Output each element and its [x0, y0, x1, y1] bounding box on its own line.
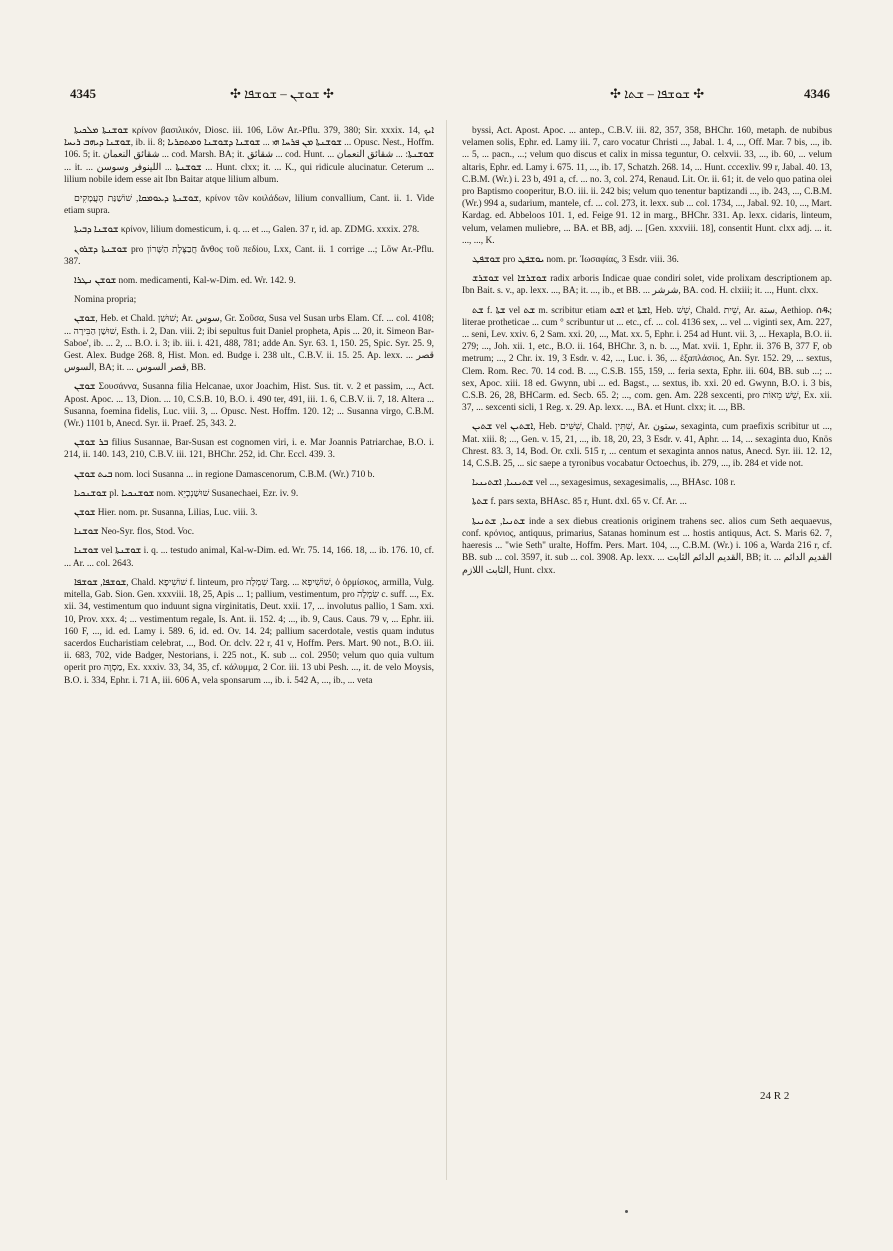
entry: ܫܬ f. ܫܬܐ vel ܫܬ m. scribitur etiam ܐܫܬ et ܐܫܬܐ, Heb. שֵׁשׁ, Chald. שֵׁית, Ar. ستة, Aethiop. ሰዱ; literae protheticae ... cum ° scribuntur ut ... etc., cf. ... col. 4136 sex, ... vel ... viginti sex, Am. 227, ... seni, Lev. xxiv. 6, 2 Sam. xxi. 20, ..., Mat. xx. 5, Ephr. i. 254 ad Hunt. vii. 3, ... Hexapla, B.O. ii. 279; ..., Joh. xii. 1, etc., B.O. ii. 164, BHChr. 3, n. b. ..., Mat. xvii. 1, Ephr. ii. 376 B, 377 F, ob metrum; ..., 2 Chr. ix. 19, 3 Esdr. v. 42, ..., Luc. i. 36, ... ἑξαπλάσιος, An. Syr. 152. 29, ... sextus, Clem. Rom. Rec. 70. 14 cod. B. ..., C.S.B. 155, 159, ... feria sexta, Ephr. iii. 604, BB. sub ...; ... sex, Apoc. xiii. 18 ed. Gwynn, ubi ... ed. Bagst., ... sextus, ib. xxi. 20 ed. Gwynn, B.O. i. 3 bis, C.S.B. 26, 28, BHCarm. ed. Secb. 65. 2; ..., com. gen. Am. 228 sexcenti, pro שֵׁשׁ מֵאוֹת, Ex. xii. 37, ... sexcenti sicli, 1 Reg. x. 29. Ap. lexx. ..., BA. et Hunt. clxx; it. ..., BB. — [462, 305, 832, 414]
entry: ܫܘܫܢܟܝܐ pl. ܫܘܫܢܟܝܐ nom. שׁוּשַׁנְכָיֵא Susanechaei, Ezr. iv. 9. — [74, 488, 299, 499]
entry: ܫܘܫܦܛ pro ܝܘܫܦܛ nom. pr. Ἰωσαφίας, 3 Esdr. viii. 36. — [472, 255, 679, 266]
entry: ܫܘܫܢܐ Neo-Syr. flos, Stod. Voc. — [74, 527, 195, 538]
right-column — [462, 125, 832, 1185]
running-title-right: ✣ ܫܘܫܦܐ – ܫܬܐ ✣ — [610, 86, 705, 101]
entry: ܫܘܫܢ ܢܛܪܐ nom. medicamenti, Kal-w-Dim. ed. Wr. 142. 9. — [74, 276, 296, 287]
page-number-left: 4345 — [70, 86, 96, 101]
entry: ܫܘܫܢ Hier. nom. pr. Susanna, Lilias, Luc. viii. 3. — [74, 508, 258, 519]
entry: Nomina propria; — [74, 295, 137, 306]
entry: ܫܘܫܢ, Heb. et Chald. שׁוּשַׁן; Ar. سوس, Gr. Σοῦσα, Susa vel Susan urbs Elam. Cf. ... col. 4108; ... שׁוּשַׁן הַבִּירָה, Esth. i. 2, Dan. viii. 2; ibi sepultus fuit Daniel propheta, Apis ... 20, it. Simeon Bar-Saboe', ib. ... 2, ... B.O. i. 3; ib. iii. i. 421, 488, 781; adde An. Syr. 63. 1, 150. 25, Spic. Syr. 25. 9, Gest. Alex. Budge 268. 8, Hist. Mon. ed. Budge i. 238 ult., C.B.V. ii. 15. 25. Ap. lexx. ... قصر السوس, BA; it. ... قصر السوس, BB. — [64, 314, 434, 374]
decorative-dot — [625, 1210, 628, 1213]
page-number-right: 4346 — [804, 86, 830, 101]
column-divider — [446, 120, 447, 1180]
entry: ܫܬܢܝܐ, ܫܬܢܝܬܐ inde a sex diebus creationis originem trahens sec. alios cum Seth aequaevus, conf. κρόνιος, antiquus, primarius, Satanas hominum est ... hostis antiquus, Act. S. Maris 62. 7, haeresis ... "wie Seth" uralte, Hoffm. Pers. Mart. 104, ..., C.B.M. (Wr.) i. 106 a, Warda 216 r, cf. BB. sub ... col. 3597, it. sub ... col. 3908. Ap. lexx. ... القديم الدائم الثابت, BB; it. ... القديم الدائم الثابت اللازم, Hunt. clxx. — [462, 516, 832, 576]
page-header — [70, 86, 830, 108]
entry: ܫܬܝܢ vel ܐܫܬܝܢ, Heb. שִׁשִּׁים, Chald. שִׁתִּין, Ar. ستون, sexaginta, cum praefixis scribitur ut ..., Mat. xiii. 8; ..., Gen. v. 15, 21, ..., ib. 18, 20, 23, 3 Esdr. v. 41, Aphr. ... 14, ... sexaginta duo, Knös Chrest. 83. 3, 14, Bod. Or. cxli. 515 r, ... centum et sexaginta annos natus, Anecd. Syr. iii. 12. 12, 14, C.S.B. 25, ... sic saepe a tyronibus vocabatur Octoechus, ib. 279, ..., ib. 284 et vide not. — [462, 422, 832, 470]
left-column — [64, 125, 434, 1185]
entry: ܫܘܫܢܬܐ ܡܠܟܝܬܐ κρίνον βασιλικόν, Diosc. iii. 106, Löw Ar.-Pflu. 379, 380; Sir. xxxix. 14, ܐܝܟ ܫܘܫܢܐ ܕܝܗܒ ܪܝܚܐ, ib. ii. 8; ܫܘܫܢܬܐ ܡܢ ܦܪܚܐ ܗܝ ... ܫܘܫܢܐ ܕܫܘܫܢܐ ܘܡܬܩܪܝܐ ... Opusc. Nest., Hoffm. 106. 5; it. شقائق النعمان ... cod. Marsh. BA; it. شقائق ... cod. Hunt. ... ܫܘܫܢܬܐ: ... شقائق النعمان ... it. ... ܫܘܫܢܬܐ ... اللينوفر وسوسن ... Hunt. clxx; it. ... K., qui ridicule alucinatur. Ceterum ... lilium nobile idem esse ait Ibn Baitar atque lilium album. — [64, 126, 434, 185]
entry: byssi, Act. Apost. Apoc. ... antep., C.B.V. iii. 82, 357, 358, BHChr. 160, metaph. de nubibus velamen solis, Ephr. ed. Lamy iii. 7, caro vocatur Christi ..., Jabal. 1. 4, ..., Off. Mar. 7 bis, ..., ib. ... 5, ... pacn., ...; velum quo discus et calix in missa teguntur, O. celxvii. 33, ..., ib. 60, ... velum altaris, Ephr. ed. Lamy i. 675. 11, ..., ib. 17, Schatzh. 268. 14, ... Hunt. cccexliv. 99 r, Jabal. 40. 13, C.B.M. (Wr.) i. 23 b, 491 a, cf. ... no. 3, col. 274, Renaud. Lit. Or. ii. 61; it. de velo quo patina olei pro Baptismo cooperitur, B.O. iii. ii. 242 bis; velum quo tenentur baptizandi ..., ib. 243, ..., C.B.M. (Wr.) 994 a, sudarium, mantele, cf. ... col. 273, it. lexx. sub ... col. 1734, ..., Jabal. 92. 10, ..., Mart. Kardag. ed. Abbeloos 101. 1, ed. Feige 91. 12 in marg., BHChr. 331. Ap. lexx. cidaris, linteum, velum, velamen muliebre, ... BA. et BB, adj. ... [Gen. xxxviii. 18], consentit Hunt. clxx adj. ... it. ..., ..., K. — [462, 126, 832, 246]
entry: ܫܘܫܢ Σουσάννα, Susanna filia Helcanae, uxor Joachim, Hist. Sus. tit. v. 2 et passim, ..., Act. Apost. Apoc. ... 13, Dion. ... 10, C.S.B. 10, B.O. i. 490 ter, 491, iii. 1. 6, C.B.V. ii. 7, 18. Altera ... Susanna, foemina fidelis, Luc. viii. 3, ... Opusc. Nest. Hoffm. 120. 12; ... Susanna virgo, C.B.M. (Wr.) 1101 b, Anecd. Syr. ii. Praef. 25, 343. 2. — [64, 382, 434, 430]
entry: ܒܪ ܫܘܫܢ filius Susannae, Bar-Susan est cognomen viri, i. e. Mar Joannis Patriarchae, B.O. i. 214, ii. 140. 143, 210, C.B.V. iii. 121, BHChr. 252, id. Chr. Eccl. 439. 3. — [64, 438, 434, 461]
entry: ܫܘܫܪܫ vel ܫܘܫܪܫܐ radix arboris Indicae quae condiri solet, vide prolixam descriptionem ap. Ibn Bait. s. v., ap. lexx. ..., BA; it. ..., ib., et BB. ... شرشر, BA. cod. H. clxiii; it. ..., Hunt. clxx. — [462, 274, 832, 297]
entry: ܫܘܫܢܐ vel ܫܘܫܢܬܐ i. q. ... testudo animal, Kal-w-Dim. ed. Wr. 75. 14, 166. 18, ... ib. 176. 10, cf. ... Ar. ... col. 2643. — [64, 546, 434, 569]
entry: ܫܘܫܢܐ ܕܒܝܬܐ κρίνον, lilium domesticum, i. q. ... et ..., Galen. 37 r, id. ap. ZDMG. xxxix. 278. — [74, 225, 420, 236]
entry: ܫܬܬܐ f. pars sexta, BHAsc. 85 r, Hunt. dxl. 65 v. Cf. Ar. ... — [472, 497, 687, 508]
entry: ܫܬܝܢܝܐ, ܐܫܬܝܢܝܐ vel ..., sexagesimus, sexagesimalis, ..., BHAsc. 108 r. — [472, 478, 736, 489]
entry: ܫܘܫܢܬܐ ܕܫܪܘܢ pro חֲבַצֶּלֶת הַשָּׁרוֹן ἄνθος τοῦ πεδίου, Lxx, Cant. ii. 1 corrige ...; Löw Ar.-Pflu. 387. — [64, 244, 434, 267]
running-title-left: ✣ ܫܘܫܢ – ܫܘܫܦܐ ✣ — [230, 86, 334, 101]
entry: ܫܘܫܦܐ, ܫܘܫܦܐ, Chald. שׁוֹשִׁיפָא f. linteum, pro שִׁמְלָה Targ. ... שׁוֹשִׁיפָא, ὁ ὁρμίσκος, armilla, Vulg. mitella, Gab. Sion. Gen. xxxviii. 18, 25, Apis ... 1; pallium, vestimentum, pro שִׂמְלָה c. suff. ..., Ex. xii. 34, vestimentum quo induunt signa virginitatis, Deut. xxii. 17, ... involutus pallio, 1 Sam. xxi. 10, Prov. xxx. 4; ... vestimentum regale, Is. Ant. ii. 152. 4; ..., ib. 9, Caus. Caus. 79 v, ... Ephr. iii. 160 F, ..., id. ed. Lamy i. 589. 6, id. ed. Ov. 14. 24; pallium sacerdotale, vestis quam indutus sacerdos Eucharistiam celebrat, ..., Bod. Or. dclv. 22 r, 41 v, Hoffm. Pers. Mart. 90 not., B.O. iii. ii. 683, 702, vide Badger, Nestorians, i. 225 not., K. sub ... col. 2950; velum quo quia vultum operit pro מַסְוֶה, Ex. xxxiv. 33, 34, 35, cf. κάλυμμα, 2 Cor. iii. 13 ubi Pesh. ..., it. de velo Moysis, B.O. i. 334, Ephr. i. 71 A, iii. 606 A, vela sponsarum ..., ib. i. 542 A, ..., ib., ... veta — [64, 577, 434, 686]
entry: ܫܘܫܢܬܐ ܕܥܘܡܩܐ, שׁוֹשַׁנַּת הָעֲמָקִים, κρίνον τῶν κοιλάδων, lilium convallium, Cant. ii. 1. Vide etiam supra. — [64, 194, 434, 217]
printer-signature: 24 R 2 — [760, 1090, 790, 1102]
entry: ܒܝܬ ܫܘܫܢ nom. loci Susanna ... in regione Damascenorum, C.B.M. (Wr.) 710 b. — [74, 469, 375, 480]
